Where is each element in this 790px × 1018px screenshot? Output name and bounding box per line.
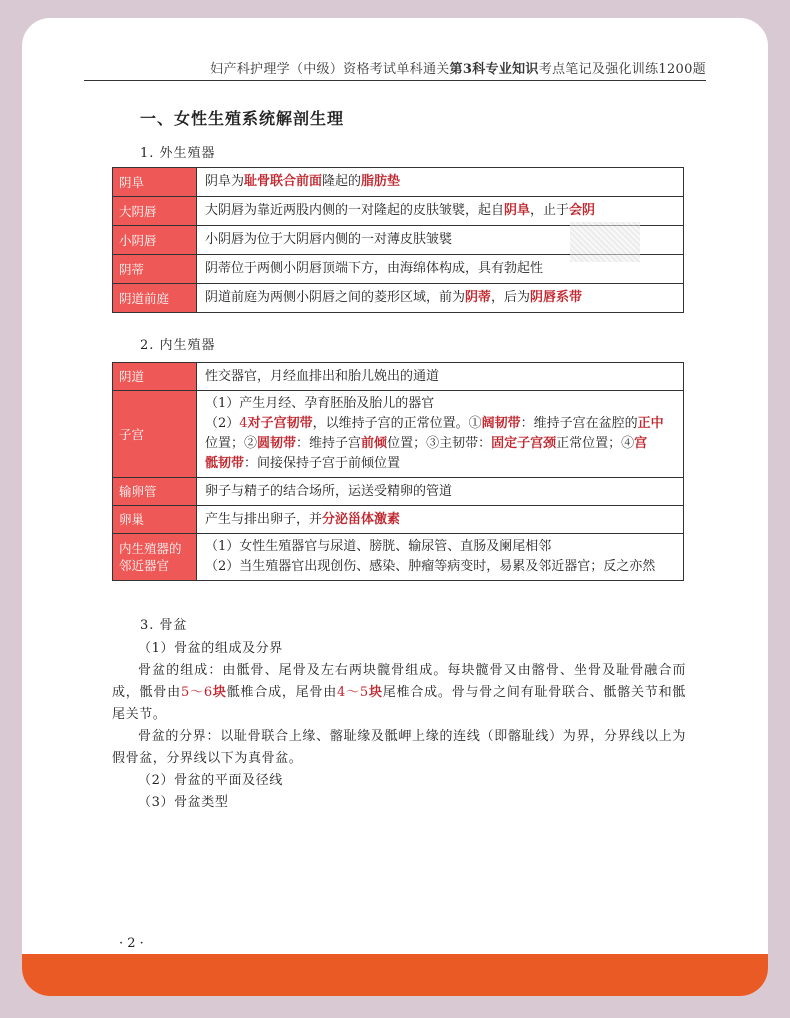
text-run: 5～6 <box>180 685 213 700</box>
paragraph <box>112 770 686 792</box>
content-line <box>205 454 675 474</box>
text-run: 性交器官，月经血排出和胎儿娩出的通道 <box>205 368 440 384</box>
text-run: 阴蒂位于两侧小阴唇顶端下方，由海绵体构成，具有勃起性 <box>205 261 544 276</box>
text-run: 阴阜为 <box>205 174 245 189</box>
row-content <box>197 478 684 506</box>
paragraph <box>112 638 686 660</box>
text-run: 隆起的 <box>322 174 362 189</box>
text-run: 阴阜 <box>504 203 531 218</box>
text-run: 阔韧带 <box>481 416 521 431</box>
subsection-internal: 2. 内生殖器 <box>140 338 216 353</box>
text-run: 阴蒂 <box>465 290 492 305</box>
text-run: 块 <box>212 685 227 700</box>
content-line <box>205 367 675 387</box>
text-run: （1）产生月经、孕育胚胎及胎儿的器官 <box>205 396 435 411</box>
text-run: ：间接保持子宫于前倾位置 <box>244 456 401 471</box>
text-run: 宫 <box>634 436 648 451</box>
text-run: 耻骨联合前面 <box>244 174 323 189</box>
text-run: （2）当生殖器官出现创伤、感染、肿瘤等病变时，易累及邻近器官；反之亦然 <box>205 559 656 574</box>
text-run: 卵子与精子的结合场所，运送受精卵的管道 <box>205 483 453 499</box>
paragraph <box>112 660 686 726</box>
text-run: 产生与排出卵子，并 <box>205 511 323 527</box>
paragraph <box>112 792 686 814</box>
text-run: ，以维持子宫的正常位置。① <box>312 416 482 431</box>
row-label: 卵巢 <box>113 506 197 534</box>
row-label: 阴蒂 <box>113 255 197 284</box>
text-run: 4 <box>239 416 248 431</box>
text-run: 分泌甾体激素 <box>322 511 401 527</box>
text-run: 对子宫韧带 <box>247 416 313 431</box>
text-run: 骨盆的组成：由骶骨、尾骨及左右两块髋骨组成。每块髋骨又由髂骨、坐骨及耻骨融合而成，骶骨由 <box>112 663 686 700</box>
row-label: 小阴唇 <box>113 226 197 255</box>
text-run: ：维持子宫 <box>296 436 362 451</box>
table-row <box>113 391 684 478</box>
text-run: （3）骨盆类型 <box>138 795 229 810</box>
row-label: 阴阜 <box>113 168 197 197</box>
text-run: 位置；③主韧带： <box>387 436 492 451</box>
text-run: 圆韧带 <box>257 436 297 451</box>
table-row <box>113 284 684 313</box>
text-run: 尾椎合成。骨与骨之间有耻骨联合、骶髂关节和骶尾关节。 <box>112 685 686 722</box>
row-content <box>197 506 684 534</box>
text-run: 骨盆的分界：以耻骨联合上缘、髂耻缘及骶岬上缘的连线（即髂耻线）为界，分界线以上为假骨盆，分界线以下为真骨盆。 <box>112 729 686 766</box>
text-run: （2） <box>205 416 240 431</box>
row-label: 子宫 <box>113 391 197 478</box>
content-line <box>205 434 675 454</box>
row-label: 输卵管 <box>113 478 197 506</box>
text-run: 前倾 <box>361 436 388 451</box>
content-line <box>205 482 675 502</box>
row-content <box>197 363 684 391</box>
page-number: · 2 · <box>119 936 144 951</box>
text-run: 位置；② <box>205 436 258 451</box>
subsection-pelvis: 3. 骨盆 <box>140 618 188 633</box>
content-line <box>205 394 675 414</box>
header-suffix: 考点笔记及强化训练1200题 <box>538 62 706 77</box>
row-label: 阴道前庭 <box>113 284 197 313</box>
text-run: 会阴 <box>569 203 596 218</box>
text-run: 小阴唇为位于大阴唇内侧的一对薄皮肤皱襞 <box>205 232 453 247</box>
text-run: 正常位置；④ <box>556 436 635 451</box>
row-content <box>197 284 684 313</box>
row-label: 大阴唇 <box>113 197 197 226</box>
row-label: 阴道 <box>113 363 197 391</box>
text-run: ，后为 <box>491 290 531 305</box>
content-line <box>205 510 675 530</box>
paragraph <box>112 726 686 770</box>
text-run: ，止于 <box>530 203 570 218</box>
text-run: 骶韧带 <box>205 456 245 471</box>
text-run: 阴唇系带 <box>530 290 583 305</box>
content-line <box>205 414 675 434</box>
watermark-stamp <box>570 222 640 262</box>
section-title: 一、女性生殖系统解剖生理 <box>140 109 345 128</box>
text-run: 阴道前庭为两侧小阴唇之间的菱形区域，前为 <box>205 290 466 305</box>
text-run: 正中 <box>637 416 664 431</box>
text-run: （1）女性生殖器官与尿道、膀胱、输尿管、直肠及阑尾相邻 <box>205 539 552 554</box>
row-content <box>197 168 684 197</box>
row-content <box>197 391 684 478</box>
table-row <box>113 506 684 534</box>
text-run: （2）骨盆的平面及径线 <box>138 773 283 788</box>
table-row <box>113 168 684 197</box>
text-run: 骶椎合成，尾骨由 <box>226 685 338 700</box>
text-run: （1）骨盆的组成及分界 <box>138 641 283 656</box>
pelvis-text <box>112 638 686 814</box>
text-run: 固定子宫颈 <box>491 436 557 451</box>
table-row <box>113 534 684 581</box>
table-row <box>113 478 684 506</box>
subsection-external: 1. 外生殖器 <box>140 146 216 161</box>
row-content <box>197 534 684 581</box>
text-run: 块 <box>368 685 383 700</box>
text-run: 脂肪垫 <box>361 174 401 189</box>
content-line <box>205 557 675 577</box>
page <box>22 18 768 996</box>
running-header <box>84 58 706 81</box>
header-prefix: 妇产科护理学（中级）资格考试单科通关 <box>210 62 450 77</box>
table-row <box>113 363 684 391</box>
header-bold: 第3科专业知识 <box>449 62 539 77</box>
text-run: 大阴唇为靠近两股内侧的一对隆起的皮肤皱襞，起自 <box>205 203 505 218</box>
footer-bar <box>22 954 768 996</box>
row-label: 内生殖器的邻近器官 <box>113 534 197 581</box>
content-line <box>205 537 675 557</box>
text-run: 4～5 <box>337 685 369 700</box>
internal-genitalia-table <box>112 362 684 581</box>
text-run: ：维持子宫在盆腔的 <box>520 416 638 431</box>
